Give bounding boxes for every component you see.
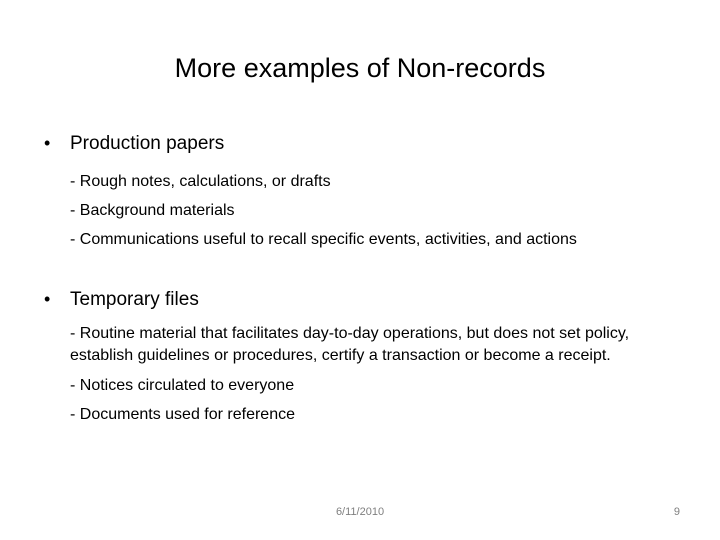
sub-list-temporary-files	[70, 320, 680, 429]
slide-title: More examples of Non-records	[174, 53, 546, 83]
footer-date: 6/11/2010	[335, 506, 385, 518]
list-item: - Communications useful to recall specific events, activities, and actions	[70, 231, 577, 248]
list-item: - Rough notes, calculations, or drafts	[70, 173, 331, 190]
list-item: - Background materials	[70, 202, 235, 219]
bullet-dot-icon: •	[44, 133, 51, 153]
list-item: - Routine material that facilitates day-to-day operations, but does not set policy, establish guidelines or procedures, certify a transaction or become a receipt.	[70, 325, 630, 364]
bullet-temporary-files	[44, 287, 199, 313]
list-item: - Notices circulated to everyone	[70, 377, 295, 394]
bullet-heading: Production papers	[70, 133, 225, 154]
bullet-heading: Temporary files	[70, 289, 199, 310]
page-number: 9	[673, 506, 680, 518]
bullet-production-papers	[44, 131, 224, 157]
sub-list-production-papers	[70, 167, 680, 254]
list-item: - Documents used for reference	[70, 406, 295, 423]
bullet-dot-icon: •	[44, 289, 51, 309]
